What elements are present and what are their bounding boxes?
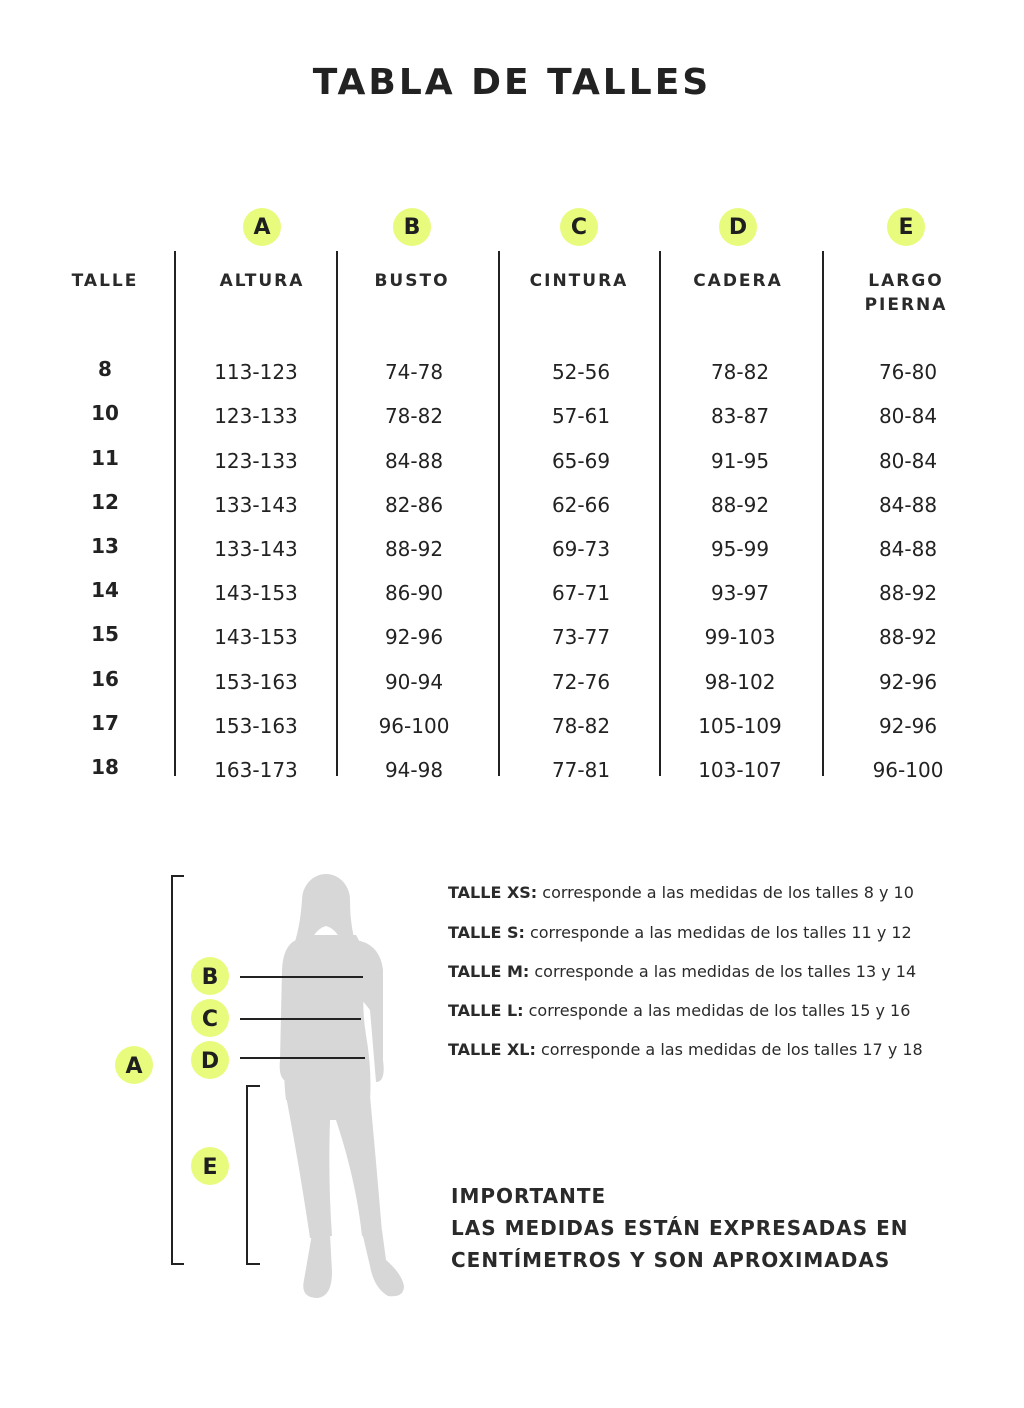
table-cell: 153-163: [214, 670, 298, 694]
table-cell: 78-82: [710, 360, 770, 384]
important-heading: IMPORTANTE: [451, 1184, 607, 1208]
column-divider: [336, 251, 338, 776]
table-cell: 88-92: [384, 537, 444, 561]
table-cell: 52-56: [551, 360, 611, 384]
table-cell: 80-84: [878, 404, 938, 428]
column-divider: [822, 251, 824, 776]
table-cell: 94-98: [384, 758, 444, 782]
table-cell: 78-82: [551, 714, 611, 738]
table-cell: 80-84: [878, 449, 938, 473]
table-cell: 73-77: [551, 625, 611, 649]
size-label: 17: [91, 711, 119, 735]
table-cell: 96-100: [378, 714, 450, 738]
size-label: 18: [91, 755, 119, 779]
table-cell: 92-96: [878, 670, 938, 694]
table-cell: 69-73: [551, 537, 611, 561]
table-cell: 163-173: [214, 758, 298, 782]
table-cell: 74-78: [384, 360, 444, 384]
size-label: 10: [91, 401, 119, 425]
table-cell: 65-69: [551, 449, 611, 473]
figure-label-c: C: [201, 1007, 219, 1032]
table-cell: 67-71: [551, 581, 611, 605]
legend-item: TALLE XL: corresponde a las medidas de los talles 17 y 18: [448, 1040, 923, 1059]
table-cell: 113-123: [214, 360, 298, 384]
figure-label-b: B: [201, 965, 219, 990]
size-label: 13: [91, 534, 119, 558]
column-badge-d: D: [719, 208, 757, 246]
size-label: 11: [91, 446, 119, 470]
table-cell: 62-66: [551, 493, 611, 517]
table-cell: 123-133: [214, 404, 298, 428]
table-cell: 103-107: [698, 758, 782, 782]
column-badge-c: C: [560, 208, 598, 246]
size-label: 12: [91, 490, 119, 514]
column-header: ALTURA: [219, 271, 305, 291]
column-header: BUSTO: [374, 271, 450, 291]
legend-item: TALLE XS: corresponde a las medidas de los talles 8 y 10: [448, 883, 914, 902]
table-cell: 95-99: [710, 537, 770, 561]
size-label: 8: [98, 357, 112, 381]
table-cell: 84-88: [878, 493, 938, 517]
table-cell: 92-96: [384, 625, 444, 649]
column-header: CINTURA: [529, 271, 629, 291]
legend-item: TALLE S: corresponde a las medidas de los talles 11 y 12: [448, 923, 912, 942]
important-note: [451, 1180, 909, 1276]
table-cell: 92-96: [878, 714, 938, 738]
figure-label-d: D: [200, 1049, 220, 1074]
table-cell: 82-86: [384, 493, 444, 517]
table-cell: 123-133: [214, 449, 298, 473]
table-cell: 72-76: [551, 670, 611, 694]
table-cell: 133-143: [214, 493, 298, 517]
table-cell: 99-103: [704, 625, 776, 649]
leg-bracket: [247, 1086, 260, 1264]
table-cell: 153-163: [214, 714, 298, 738]
table-cell: 76-80: [878, 360, 938, 384]
size-label: 15: [91, 622, 119, 646]
column-badge-b: B: [393, 208, 431, 246]
table-cell: 96-100: [872, 758, 944, 782]
table-cell: 84-88: [384, 449, 444, 473]
figure-label-e: E: [202, 1155, 218, 1180]
legend-item: TALLE L: corresponde a las medidas de los talles 15 y 16: [448, 1001, 911, 1020]
table-cell: 77-81: [551, 758, 611, 782]
column-header: LARGO PIERNA: [864, 271, 948, 315]
table-cell: 78-82: [384, 404, 444, 428]
table-cell: 86-90: [384, 581, 444, 605]
column-header: CADERA: [693, 271, 783, 291]
important-line: LAS MEDIDAS ESTÁN EXPRESADAS EN: [451, 1216, 909, 1240]
table-cell: 88-92: [878, 581, 938, 605]
woman-silhouette-icon: [280, 874, 404, 1298]
table-cell: 88-92: [710, 493, 770, 517]
important-line: CENTÍMETROS Y SON APROXIMADAS: [451, 1248, 891, 1272]
column-badge-a: A: [243, 208, 281, 246]
column-badge-e: E: [887, 208, 925, 246]
column-header: TALLE: [71, 271, 139, 291]
size-label: 14: [91, 578, 119, 602]
page-title: TABLA DE TALLES: [312, 62, 712, 103]
size-label: 16: [91, 667, 119, 691]
table-cell: 105-109: [698, 714, 782, 738]
figure-label-a: A: [125, 1054, 143, 1079]
table-cell: 57-61: [551, 404, 611, 428]
table-cell: 91-95: [710, 449, 770, 473]
height-bracket: [172, 876, 184, 1264]
table-cell: 93-97: [710, 581, 770, 605]
table-cell: 84-88: [878, 537, 938, 561]
column-divider: [498, 251, 500, 776]
table-cell: 143-153: [214, 625, 298, 649]
column-divider: [659, 251, 661, 776]
table-cell: 98-102: [704, 670, 776, 694]
table-cell: 90-94: [384, 670, 444, 694]
body-figure-illustration: [0, 860, 430, 1320]
legend-item: TALLE M: corresponde a las medidas de los talles 13 y 14: [448, 962, 917, 981]
column-divider: [174, 251, 176, 776]
table-cell: 83-87: [710, 404, 770, 428]
table-cell: 143-153: [214, 581, 298, 605]
table-cell: 133-143: [214, 537, 298, 561]
table-cell: 88-92: [878, 625, 938, 649]
